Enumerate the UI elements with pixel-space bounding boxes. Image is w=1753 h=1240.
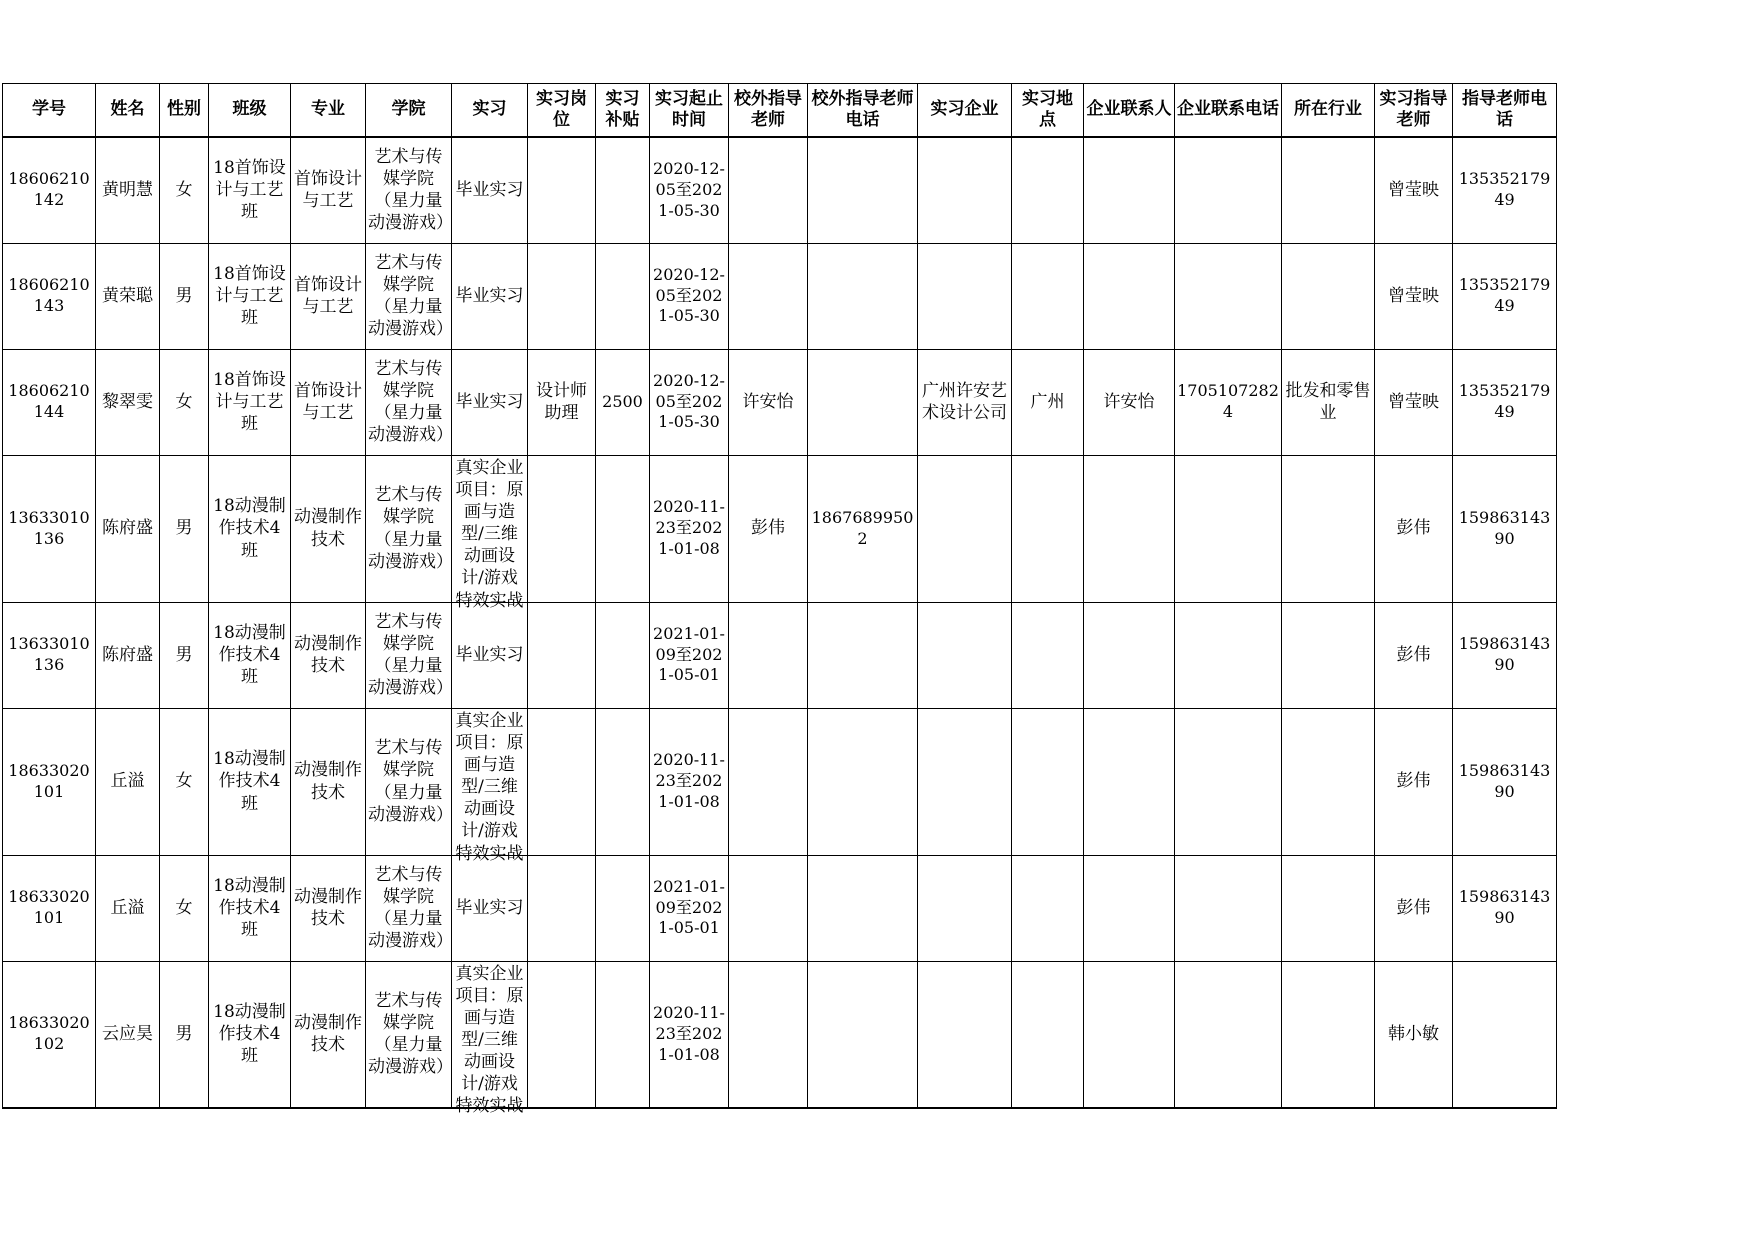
table-row <box>3 349 1557 455</box>
cell-text: 18动漫制作技术4班 <box>213 496 286 561</box>
cell-text: 男 <box>175 518 193 539</box>
cell-text: 18首饰设计与工艺班 <box>213 158 286 223</box>
cell-text: 13535217949 <box>1458 275 1551 315</box>
column-header: 指导老师电话 <box>1453 84 1557 138</box>
table-cell <box>1012 961 1084 1108</box>
table-cell <box>1282 708 1375 855</box>
cell-text: 15986314390 <box>1458 507 1551 548</box>
table-cell <box>729 455 808 602</box>
cell-text: 许安怡 <box>742 391 794 412</box>
table-cell <box>650 961 729 1108</box>
table-cell <box>1012 137 1084 243</box>
cell-text: 动漫制作技术 <box>294 1013 362 1056</box>
cell-text: 女 <box>175 897 193 918</box>
table-cell <box>366 708 452 855</box>
table-cell <box>528 855 596 961</box>
column-header: 所在行业 <box>1282 84 1375 138</box>
table-cell <box>1282 243 1375 349</box>
cell-text: 18633020101 <box>8 760 90 801</box>
table-cell <box>1175 243 1282 349</box>
table-cell <box>1453 349 1557 455</box>
cell-text: 广州 <box>1030 391 1065 412</box>
table-cell <box>596 455 650 602</box>
table-cell <box>452 137 528 243</box>
table-cell <box>596 137 650 243</box>
table-cell <box>528 961 596 1108</box>
table-cell <box>729 137 808 243</box>
cell-text: 动漫制作技术 <box>294 886 362 929</box>
table-cell <box>808 137 918 243</box>
table-cell <box>650 602 729 708</box>
table-cell <box>96 708 160 855</box>
cell-text: 2020-11-23至2021-01-08 <box>653 750 725 811</box>
table-cell <box>1375 455 1453 602</box>
table-body <box>3 137 1557 1117</box>
table-cell <box>96 855 160 961</box>
cell-text: 曾莹映 <box>1388 180 1439 201</box>
table-cell <box>366 137 452 243</box>
table-cell <box>918 602 1012 708</box>
cell-text: 18首饰设计与工艺班 <box>213 263 286 329</box>
table-cell <box>452 708 528 864</box>
cell-text: 陈府盛 <box>102 518 153 539</box>
table-cell <box>1084 961 1175 1108</box>
cell-text: 艺术与传媒学院（星力量动漫游戏） <box>368 611 453 699</box>
cell-text: 艺术与传媒学院（星力量动漫游戏） <box>368 358 453 446</box>
cell-text: 2020-11-23至2021-01-08 <box>653 497 725 558</box>
table-cell <box>1084 349 1175 455</box>
cell-text: 女 <box>175 391 193 412</box>
table-row <box>3 855 1557 961</box>
table-cell <box>1453 855 1557 961</box>
cell-text: 13535217949 <box>1458 381 1551 421</box>
cell-text: 2020-12-05至2021-05-30 <box>653 370 725 432</box>
table-cell <box>1453 137 1557 243</box>
column-header: 校外指导老师电话 <box>808 84 918 138</box>
table-cell <box>1282 602 1375 708</box>
cell-text: 艺术与传媒学院（星力量动漫游戏） <box>368 738 453 825</box>
column-header: 性别 <box>160 84 209 138</box>
column-header: 企业联系人 <box>1084 84 1175 138</box>
cell-text: 18606210143 <box>8 275 90 315</box>
table-cell <box>1375 349 1453 455</box>
table-cell <box>160 855 209 961</box>
table-cell <box>729 243 808 349</box>
cell-text: 许安怡 <box>1103 391 1155 412</box>
table-row <box>3 708 1557 855</box>
cell-text: 黄荣聪 <box>102 285 153 306</box>
table-cell <box>96 602 160 708</box>
table-cell <box>96 243 160 349</box>
table-cell <box>160 349 209 455</box>
cell-text: 2021-01-09至2021-05-01 <box>653 623 725 685</box>
table-cell <box>596 708 650 855</box>
table-cell <box>528 137 596 243</box>
table-cell <box>650 708 729 855</box>
column-header: 实习 <box>452 84 528 138</box>
table-cell <box>366 349 452 455</box>
cell-text: 黄明慧 <box>102 180 153 201</box>
table-cell <box>1012 349 1084 455</box>
table-cell <box>1175 349 1282 455</box>
cell-text: 韩小敏 <box>1388 1024 1439 1045</box>
table-cell <box>366 961 452 1108</box>
column-header: 学院 <box>366 84 452 138</box>
table-cell <box>1084 855 1175 961</box>
cell-text: 18动漫制作技术4班 <box>213 875 286 941</box>
cell-text: 曾莹映 <box>1388 285 1439 306</box>
column-header: 姓名 <box>96 84 160 138</box>
cell-text: 15986314390 <box>1458 887 1551 927</box>
table-cell <box>528 708 596 855</box>
table-cell <box>808 349 918 455</box>
cell-text: 动漫制作技术 <box>294 507 362 550</box>
table-cell <box>918 708 1012 855</box>
cell-text: 丘溢 <box>110 897 145 918</box>
table-cell <box>209 349 291 455</box>
cell-text: 艺术与传媒学院（星力量动漫游戏） <box>368 252 453 340</box>
table-cell <box>1084 455 1175 602</box>
column-header: 学号 <box>3 84 96 138</box>
cell-text: 彭伟 <box>1396 644 1431 665</box>
column-header: 实习地点 <box>1012 84 1084 138</box>
table-cell <box>596 961 650 1108</box>
table-cell <box>291 602 366 708</box>
table-cell <box>1084 708 1175 855</box>
table-cell <box>650 855 729 961</box>
column-header: 专业 <box>291 84 366 138</box>
cell-text: 艺术与传媒学院（星力量动漫游戏） <box>368 864 453 952</box>
cell-text: 首饰设计与工艺 <box>294 169 362 212</box>
column-header: 班级 <box>209 84 291 138</box>
table-cell <box>1375 855 1453 961</box>
table-cell <box>209 137 291 243</box>
table-cell <box>596 602 650 708</box>
table-cell <box>729 708 808 855</box>
cell-text: 陈府盛 <box>102 644 153 665</box>
table-cell <box>291 455 366 602</box>
table-cell <box>650 137 729 243</box>
table-cell <box>209 602 291 708</box>
table-cell <box>1282 855 1375 961</box>
column-header: 实习指导老师 <box>1375 84 1453 138</box>
cell-text: 2020-12-05至2021-05-30 <box>653 159 725 220</box>
cell-text: 13633010136 <box>8 507 90 548</box>
table-cell <box>808 243 918 349</box>
table-cell <box>3 602 96 708</box>
table-cell <box>291 961 366 1108</box>
cell-text: 男 <box>175 1024 193 1045</box>
table-cell <box>1453 243 1557 349</box>
table-cell <box>366 602 452 708</box>
table-cell <box>650 349 729 455</box>
cell-text: 18606210144 <box>8 381 90 421</box>
table-cell <box>918 349 1012 455</box>
cell-text: 18676899502 <box>811 507 914 548</box>
table-cell <box>1175 855 1282 961</box>
table-cell <box>918 855 1012 961</box>
table-cell <box>1175 708 1282 855</box>
table-cell <box>1012 602 1084 708</box>
table-cell <box>729 602 808 708</box>
column-header: 实习补贴 <box>596 84 650 138</box>
cell-text: 2020-11-23至2021-01-08 <box>653 1003 725 1064</box>
table-cell <box>1282 137 1375 243</box>
cell-text: 2020-12-05至2021-05-30 <box>653 264 725 326</box>
table-cell <box>209 708 291 855</box>
table-cell <box>160 602 209 708</box>
table-cell <box>366 855 452 961</box>
cell-text: 艺术与传媒学院（星力量动漫游戏） <box>368 147 453 234</box>
cell-text: 毕业实习 <box>455 180 524 201</box>
cell-text: 首饰设计与工艺 <box>294 274 362 317</box>
cell-text: 18首饰设计与工艺班 <box>213 369 286 435</box>
table-cell <box>209 455 291 602</box>
table-cell <box>3 349 96 455</box>
cell-text: 17051072824 <box>1177 381 1279 421</box>
cell-text: 男 <box>175 285 193 306</box>
table-row <box>3 961 1557 1108</box>
table-cell <box>1375 602 1453 708</box>
table-cell <box>96 961 160 1108</box>
table-cell <box>918 137 1012 243</box>
table-cell <box>366 455 452 602</box>
table-cell <box>452 349 528 455</box>
table-cell <box>528 349 596 455</box>
table-cell <box>1175 137 1282 243</box>
column-header: 实习企业 <box>918 84 1012 138</box>
table-cell <box>729 961 808 1108</box>
cell-text: 彭伟 <box>1396 771 1431 792</box>
table-cell <box>160 455 209 602</box>
cell-text: 批发和零售业 <box>1285 380 1371 423</box>
table-cell <box>1175 455 1282 602</box>
table-cell <box>3 855 96 961</box>
cell-text: 15986314390 <box>1458 634 1551 674</box>
table-cell <box>3 455 96 602</box>
cell-text: 18633020101 <box>8 887 90 927</box>
table-cell <box>452 602 528 708</box>
table-cell <box>1282 961 1375 1108</box>
table-row <box>3 455 1557 602</box>
table-cell <box>1175 602 1282 708</box>
table-cell <box>650 243 729 349</box>
table-cell <box>160 708 209 855</box>
table-cell <box>3 137 96 243</box>
cell-text: 彭伟 <box>751 518 785 539</box>
cell-text: 首饰设计与工艺 <box>294 380 362 423</box>
table-cell <box>1375 137 1453 243</box>
table-cell <box>209 961 291 1108</box>
cell-text: 13535217949 <box>1458 169 1551 210</box>
table-cell <box>452 455 528 611</box>
table-cell <box>1282 455 1375 602</box>
table-cell <box>1084 243 1175 349</box>
cell-text: 女 <box>175 180 193 201</box>
table-cell <box>291 137 366 243</box>
table-cell <box>96 349 160 455</box>
cell-text: 黎翠雯 <box>102 391 153 412</box>
cell-text: 真实企业项目：原画与造型/三维动画设计/游戏特效实战 <box>455 963 524 1117</box>
cell-text: 18动漫制作技术4班 <box>213 749 286 814</box>
cell-text: 毕业实习 <box>455 285 524 306</box>
table-cell <box>160 137 209 243</box>
table-cell <box>808 961 918 1108</box>
table-cell <box>3 708 96 855</box>
table-cell <box>452 961 528 1117</box>
cell-text: 2021-01-09至2021-05-01 <box>653 876 725 938</box>
cell-text: 18606210142 <box>8 169 90 210</box>
table-cell <box>1084 602 1175 708</box>
cell-text: 丘溢 <box>110 771 145 792</box>
table-cell <box>528 243 596 349</box>
table-cell <box>160 243 209 349</box>
cell-text: 彭伟 <box>1396 518 1431 539</box>
cell-text: 彭伟 <box>1396 897 1431 918</box>
table-cell <box>808 455 918 602</box>
table-cell <box>291 349 366 455</box>
table-cell <box>1453 602 1557 708</box>
table-cell <box>1282 349 1375 455</box>
table-cell <box>1375 708 1453 855</box>
table-cell <box>1012 708 1084 855</box>
table-cell <box>808 855 918 961</box>
cell-text: 设计师助理 <box>536 380 587 423</box>
table-cell <box>729 855 808 961</box>
table-cell <box>729 349 808 455</box>
cell-text: 毕业实习 <box>455 644 524 665</box>
table-cell <box>1453 961 1557 1108</box>
table-cell <box>1453 455 1557 602</box>
cell-text: 毕业实习 <box>455 897 524 918</box>
cell-text: 毕业实习 <box>455 391 524 412</box>
cell-text: 艺术与传媒学院（星力量动漫游戏） <box>368 991 453 1078</box>
table-cell <box>1084 137 1175 243</box>
table-cell <box>808 708 918 855</box>
cell-text: 动漫制作技术 <box>294 633 362 676</box>
cell-text: 云应昊 <box>102 1024 153 1045</box>
table-cell <box>1175 961 1282 1108</box>
table-cell <box>96 455 160 602</box>
table-cell <box>650 455 729 602</box>
table-cell <box>1012 855 1084 961</box>
table-cell <box>1453 708 1557 855</box>
column-header: 校外指导老师 <box>729 84 808 138</box>
cell-text: 真实企业项目：原画与造型/三维动画设计/游戏特效实战 <box>455 711 524 864</box>
cell-text: 18动漫制作技术4班 <box>213 1002 286 1067</box>
table-cell <box>1375 243 1453 349</box>
table-cell <box>3 961 96 1108</box>
table-cell <box>3 243 96 349</box>
column-header: 实习起止时间 <box>650 84 729 138</box>
cell-text: 艺术与传媒学院（星力量动漫游戏） <box>368 485 453 572</box>
table-cell <box>1012 455 1084 602</box>
table-cell <box>1375 961 1453 1108</box>
table-cell <box>596 243 650 349</box>
cell-text: 男 <box>175 644 193 665</box>
table-cell <box>96 137 160 243</box>
table-cell <box>209 243 291 349</box>
header-row <box>3 84 1557 138</box>
table-cell <box>918 961 1012 1108</box>
table-row <box>3 243 1557 349</box>
table-cell <box>291 708 366 855</box>
cell-text: 2500 <box>602 391 643 411</box>
cell-text: 曾莹映 <box>1388 391 1439 412</box>
table-cell <box>1012 243 1084 349</box>
table-cell <box>291 243 366 349</box>
table-cell <box>528 455 596 602</box>
table-cell <box>808 602 918 708</box>
table-row <box>3 137 1557 243</box>
internship-table <box>2 83 1557 1117</box>
cell-text: 女 <box>175 771 193 792</box>
table-cell <box>160 961 209 1108</box>
table-cell <box>918 455 1012 602</box>
table-cell <box>366 243 452 349</box>
table-cell <box>596 855 650 961</box>
table-cell <box>209 855 291 961</box>
table-cell <box>596 349 650 455</box>
cell-text: 15986314390 <box>1458 760 1551 801</box>
table-cell <box>918 243 1012 349</box>
cell-text: 18动漫制作技术4班 <box>213 622 286 688</box>
cell-text: 真实企业项目：原画与造型/三维动画设计/游戏特效实战 <box>455 458 524 611</box>
column-header: 企业联系电话 <box>1175 84 1282 138</box>
table-cell <box>452 855 528 961</box>
table-cell <box>291 855 366 961</box>
table-cell <box>452 243 528 349</box>
cell-text: 动漫制作技术 <box>294 760 362 803</box>
table-row <box>3 602 1557 708</box>
table-cell <box>528 602 596 708</box>
cell-text: 13633010136 <box>8 634 90 674</box>
column-header: 实习岗位 <box>528 84 596 138</box>
cell-text: 18633020102 <box>8 1013 90 1054</box>
cell-text: 广州许安艺术设计公司 <box>922 380 1007 423</box>
